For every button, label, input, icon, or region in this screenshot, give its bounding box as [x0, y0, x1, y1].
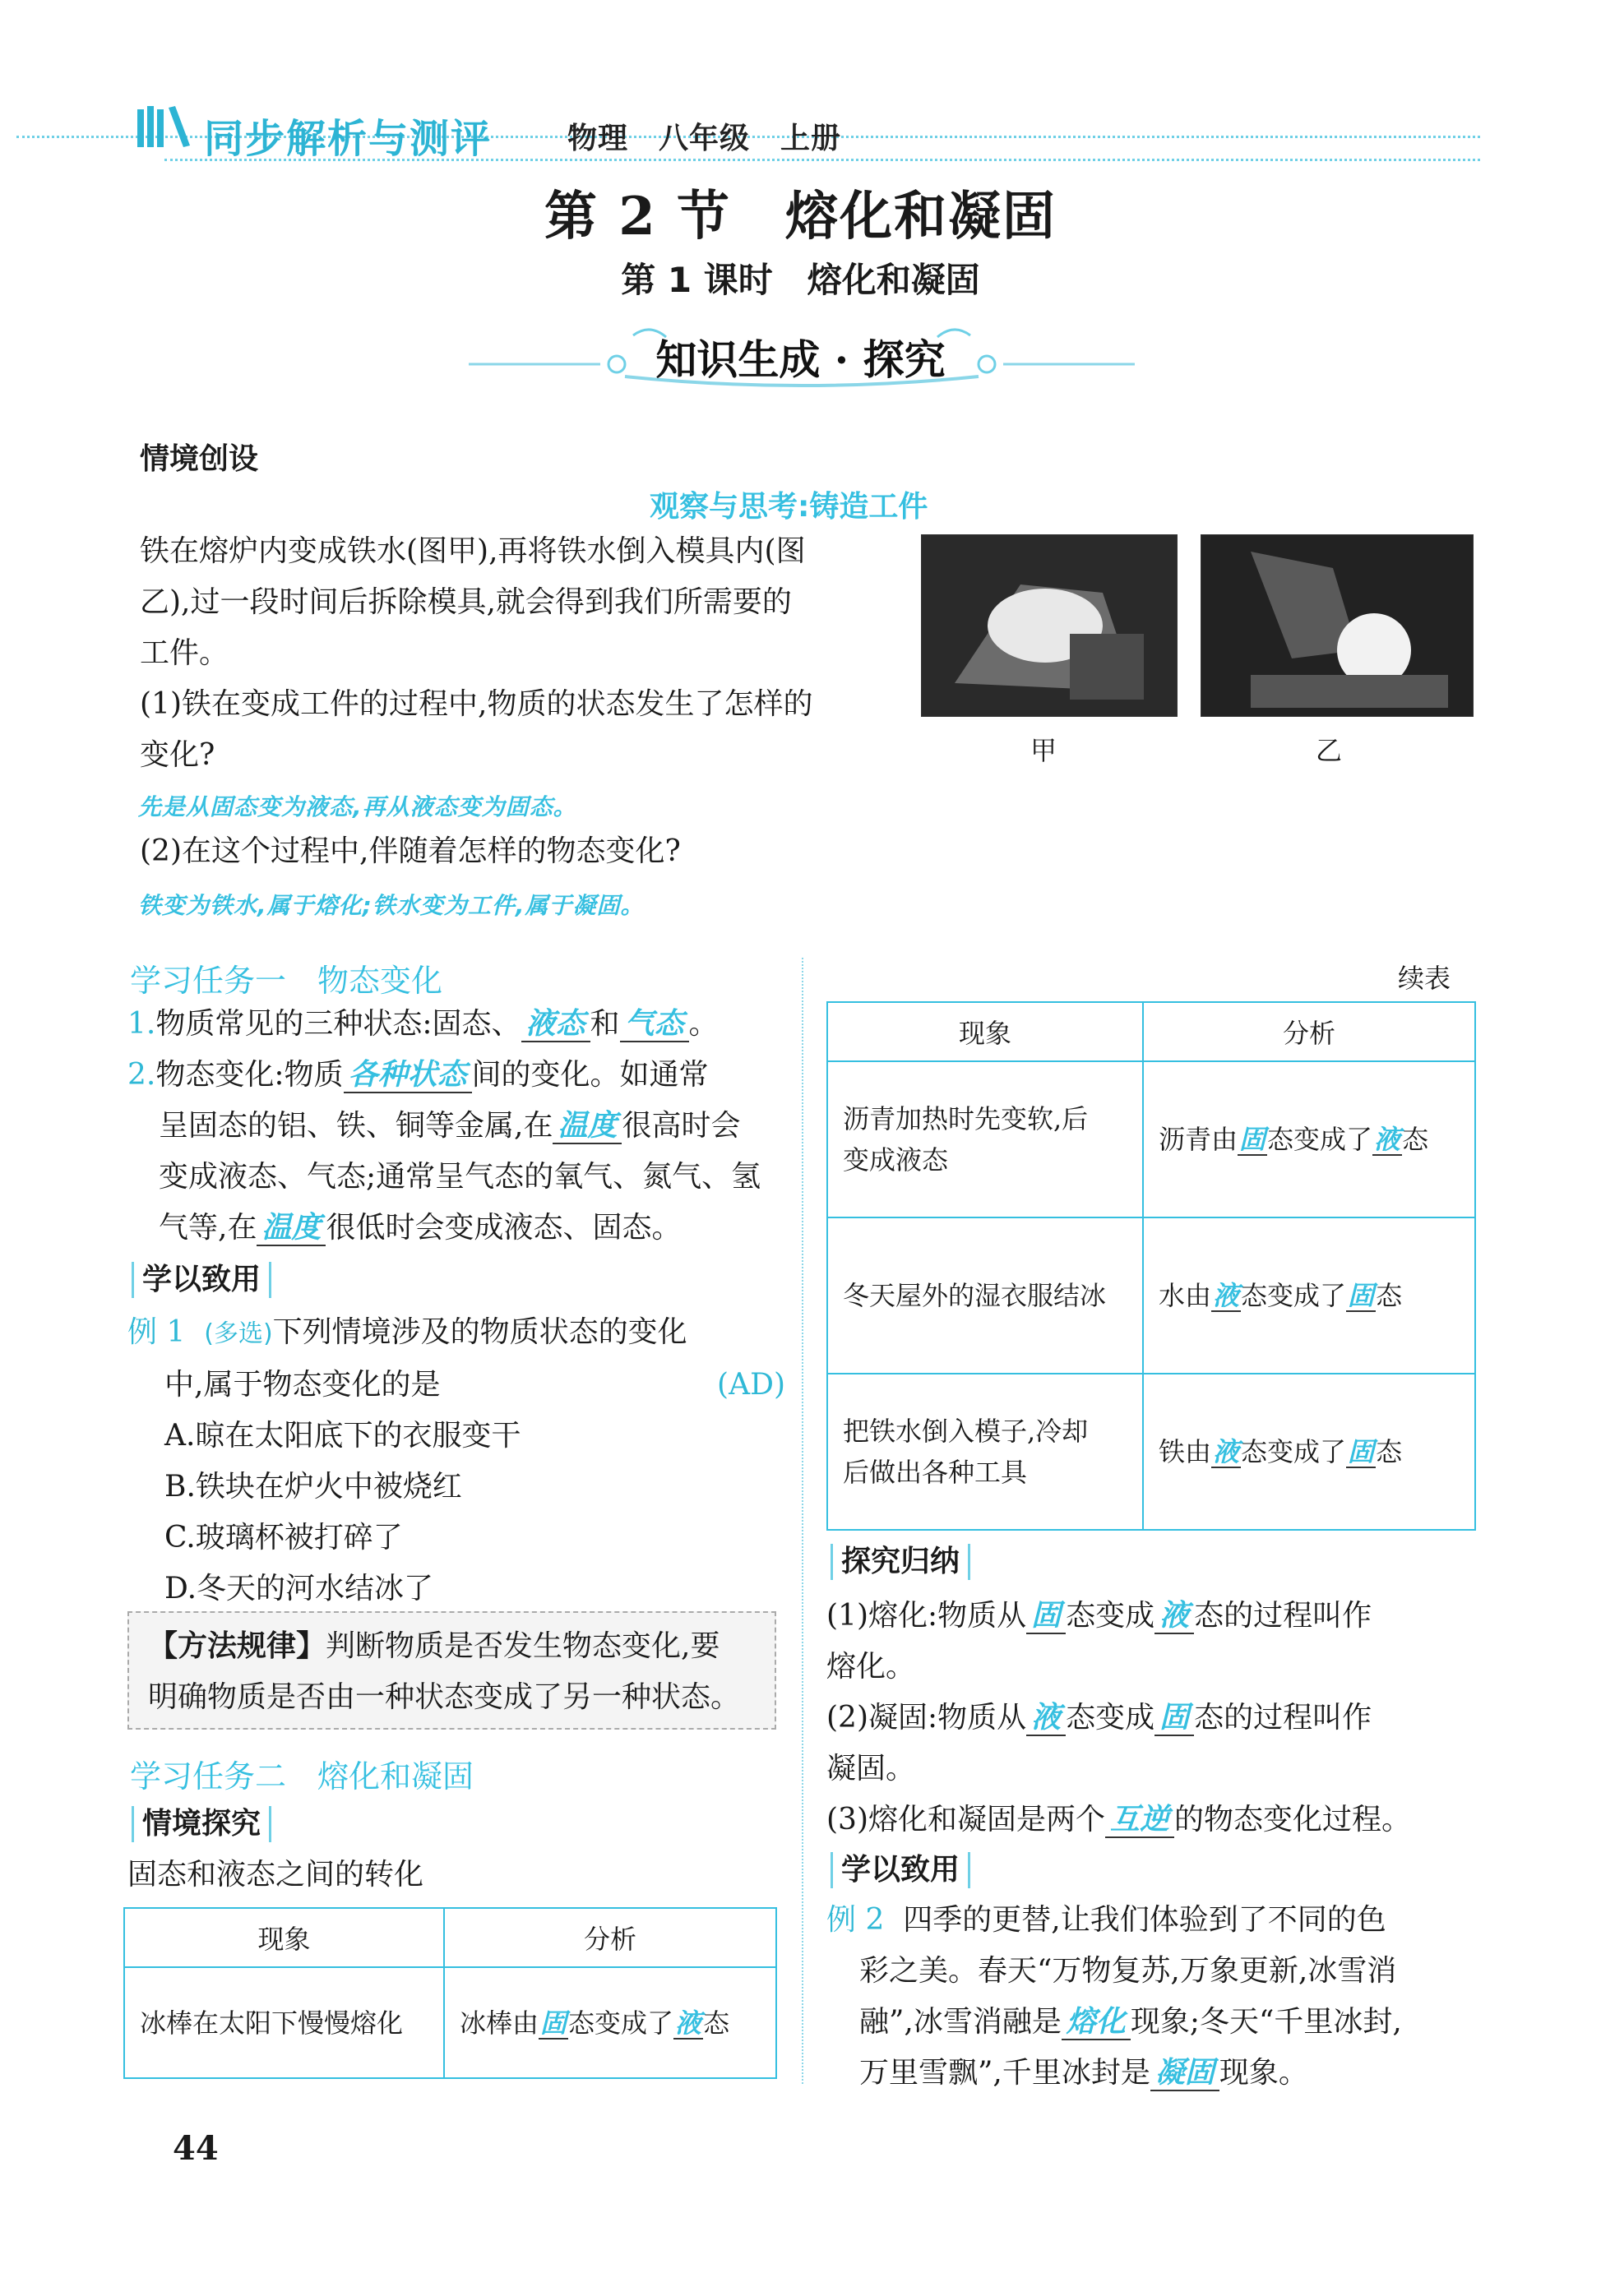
explore-heading: 情境探究	[132, 1806, 271, 1842]
example-label: 例 1	[127, 1315, 186, 1349]
scene-answer-1: 先是从固态变为液态,再从液态变为固态。	[138, 793, 577, 820]
option-d: D.冬天的河水结冰了	[164, 1572, 434, 1605]
summary-text: (2)凝固:物质从	[826, 1701, 1027, 1735]
example-1	[127, 1307, 785, 1615]
answer-blank: 液	[1374, 1124, 1401, 1155]
apply-heading-1: 学以致用	[132, 1262, 271, 1298]
item-text: 气等,在	[159, 1211, 257, 1245]
continued-label: 续表	[1398, 963, 1451, 994]
summary-list	[826, 1591, 1484, 1846]
example-stem: 彩之美。春天“万物复苏,万象更新,冰雪消	[859, 1954, 1397, 1988]
item-number: 1.	[127, 1007, 156, 1041]
header-subject: 物理 八年级 上册	[567, 122, 842, 155]
cell-text: 态变成了	[568, 2007, 674, 2039]
cell-line: 冬天屋外的湿衣服结冰	[843, 1280, 1107, 1311]
table-row	[827, 1217, 1475, 1374]
table-row	[124, 1967, 776, 2078]
table-row	[827, 1061, 1475, 1217]
summary-text: 态变成	[1066, 1599, 1155, 1633]
cell-text: 态变成了	[1267, 1124, 1373, 1155]
photo-furnace	[921, 534, 1178, 717]
answer-blank: 熔化	[1062, 2006, 1131, 2040]
cell-line: 后做出各种工具	[843, 1457, 1028, 1488]
cell-text: 态	[703, 2007, 730, 2039]
cell-text: 态	[1402, 1124, 1429, 1155]
item-text: 物态变化:物质	[155, 1058, 344, 1092]
scene-question-2: (2)在这个过程中,伴随着怎样的物态变化?	[140, 834, 681, 868]
photo-caption-jia: 甲	[1030, 735, 1057, 766]
example-stem: 下列情境涉及的物质状态的变化	[272, 1315, 687, 1349]
summary-text: 熔化。	[826, 1650, 916, 1684]
scene-line: 工件。	[140, 636, 229, 670]
answer-blank: 液	[1213, 1436, 1240, 1467]
answer-blank: 凝固	[1150, 2057, 1219, 2091]
option-c: C.玻璃杯被打碎了	[164, 1521, 403, 1555]
answer-blank: 液态	[521, 1008, 590, 1042]
scene-line: 变化?	[140, 738, 215, 772]
analysis-cell	[1143, 1217, 1475, 1374]
cell-text: 态变成了	[1241, 1280, 1347, 1311]
item-text: 和	[590, 1007, 620, 1041]
cell-text: 铁由	[1159, 1436, 1212, 1467]
analysis-cell	[444, 1967, 776, 2078]
answer-blank: 各种状态	[344, 1059, 472, 1093]
item-text: 很高时会	[622, 1109, 741, 1143]
left-table	[123, 1907, 777, 2079]
method-line: 判断物质是否发生物态变化,要	[326, 1629, 720, 1663]
example-stem: 融”,冰雪消融是	[859, 2005, 1062, 2039]
explore-intro: 固态和液态之间的转化	[127, 1858, 424, 1892]
answer-blank: 温度	[257, 1212, 326, 1246]
example-stem: 万里雪飘”,千里冰封是	[859, 2056, 1150, 2090]
scene-answer-2: 铁变为铁水,属于熔化;铁水变为工件,属于凝固。	[138, 892, 645, 919]
cell-text: 态变成了	[1241, 1436, 1347, 1467]
observation-title: 观察与思考:铸造工件	[650, 490, 928, 524]
item-number: 2.	[127, 1058, 156, 1092]
item-text: 很低时会变成液态、固态。	[326, 1211, 682, 1245]
option-b: B.铁块在炉火中被烧红	[164, 1470, 462, 1504]
photo-caption-yi: 乙	[1316, 735, 1343, 766]
task1-item2	[127, 1050, 802, 1254]
photo-pouring	[1201, 534, 1474, 717]
page-number: 44	[173, 2129, 219, 2168]
cell-text: 沥青由	[1159, 1124, 1238, 1155]
cell-text: 冰棒由	[460, 2007, 539, 2039]
section-title: 第 2 节 熔化和凝固	[544, 186, 1057, 247]
method-text	[148, 1621, 773, 1723]
answer-blank: 液	[1026, 1702, 1066, 1736]
scene-heading: 情境创设	[140, 442, 259, 476]
answer-blank: 液	[1213, 1280, 1240, 1311]
scene-line: (1)铁在变成工件的过程中,物质的状态发生了怎样的	[140, 687, 813, 721]
summary-heading: 探究归纳	[831, 1544, 970, 1580]
example-stem: 现象。	[1219, 2056, 1308, 2090]
right-table	[826, 1001, 1476, 1531]
example-stem: 现象;冬天“千里冰封,	[1130, 2005, 1402, 2039]
scene-paragraph	[140, 526, 909, 781]
analysis-cell	[1143, 1374, 1475, 1530]
cell-text: 水由	[1159, 1280, 1212, 1311]
summary-text: 凝固。	[826, 1752, 916, 1786]
table-row	[827, 1374, 1475, 1530]
phenomenon-cell	[827, 1061, 1143, 1217]
example-2	[826, 1895, 1484, 2099]
banner-title: 知识生成 · 探究	[655, 335, 946, 384]
answer-blank: 固	[1348, 1436, 1375, 1467]
item-text: 间的变化。如通常	[471, 1058, 709, 1092]
summary-text: (1)熔化:物质从	[826, 1599, 1027, 1633]
analysis-cell	[1143, 1061, 1475, 1217]
scene-line: 乙),过一段时间后拆除模具,就会得到我们所需要的	[140, 585, 792, 619]
table-header: 分析	[1143, 1002, 1475, 1061]
cell-line: 变成液态	[843, 1144, 949, 1176]
cell-line: 沥青加热时先变软,后	[843, 1103, 1089, 1134]
answer-blank: 固	[540, 2007, 567, 2039]
summary-text: 的物态变化过程。	[1174, 1803, 1412, 1836]
multi-select-tag: (多选)	[204, 1319, 273, 1348]
summary-text: 态的过程叫作	[1194, 1599, 1372, 1633]
example-label: 例 2	[826, 1903, 885, 1937]
summary-text: 态变成	[1066, 1701, 1155, 1735]
scene-line: 铁在熔炉内变成铁水(图甲),再将铁水倒入模具内(图	[140, 534, 806, 568]
apply-heading-2: 学以致用	[831, 1852, 970, 1888]
answer-blank: 气态	[620, 1008, 689, 1042]
example-answer: (AD)	[717, 1368, 785, 1402]
summary-text: (3)熔化和凝固是两个	[826, 1803, 1105, 1836]
answer-blank: 互逆	[1105, 1804, 1174, 1838]
example-stem: 中,属于物态变化的是	[164, 1368, 441, 1402]
lesson-title: 第 1 课时 熔化和凝固	[621, 260, 980, 300]
phenomenon-cell: 冰棒在太阳下慢慢熔化	[124, 1967, 444, 2078]
header-brand: 同步解析与测评	[204, 116, 493, 162]
item-text: 变成液态、气态;通常呈气态的氧气、氮气、氢	[159, 1160, 761, 1194]
column-divider	[802, 958, 803, 2084]
answer-blank: 固	[1348, 1280, 1375, 1311]
phenomenon-cell	[827, 1217, 1143, 1374]
table-header: 现象	[827, 1002, 1143, 1061]
table-header: 分析	[444, 1908, 776, 1967]
item-text: 呈固态的铝、铁、铜等金属,在	[159, 1109, 553, 1143]
books-logo-icon	[136, 103, 193, 152]
item-text: 。	[688, 1007, 719, 1041]
answer-blank: 温度	[553, 1110, 622, 1144]
method-label: 【方法规律】	[148, 1629, 326, 1663]
answer-blank: 液	[675, 2007, 702, 2039]
cell-text: 态	[1376, 1436, 1403, 1467]
table-header: 现象	[124, 1908, 444, 1967]
option-a: A.晾在太阳底下的衣服变干	[164, 1419, 521, 1453]
item-text: 物质常见的三种状态:固态、	[155, 1007, 521, 1041]
summary-text: 态的过程叫作	[1194, 1701, 1372, 1735]
answer-blank: 固	[1154, 1702, 1194, 1736]
task1-item1	[127, 999, 785, 1050]
cell-text: 态	[1376, 1280, 1403, 1311]
cell-line: 把铁水倒入模子,冷却	[843, 1416, 1089, 1447]
task2-heading: 学习任务二 熔化和凝固	[130, 1758, 474, 1795]
method-line: 明确物质是否由一种状态变成了另一种状态。	[148, 1680, 741, 1714]
phenomenon-cell	[827, 1374, 1143, 1530]
answer-blank: 固	[1239, 1124, 1266, 1155]
task1-heading: 学习任务一 物态变化	[130, 963, 443, 999]
answer-blank: 固	[1026, 1600, 1066, 1634]
example-stem: 四季的更替,让我们体验到了不同的色	[903, 1903, 1386, 1937]
answer-blank: 液	[1154, 1600, 1194, 1634]
